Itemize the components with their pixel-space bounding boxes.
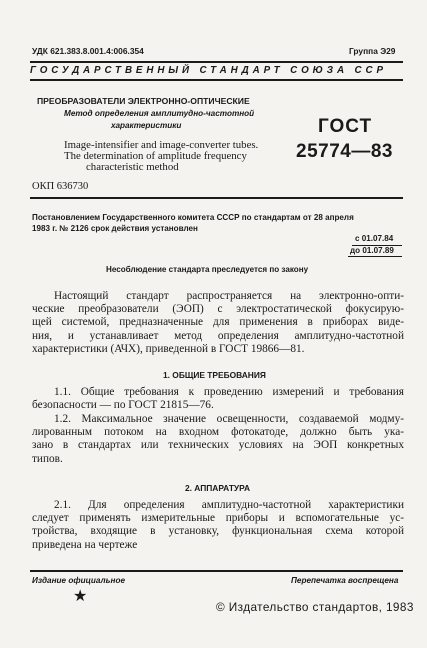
effective-to: до 01.07.89: [350, 246, 394, 255]
paragraph-line: типов.: [32, 452, 63, 465]
title-en-2: The determination of amplitude frequency: [64, 150, 247, 162]
top-rule-1: [30, 61, 403, 63]
intro-line: щей системой, предназначенные для применения в приборах виде-: [32, 316, 404, 329]
title-ru-sub-2: характеристики: [111, 121, 182, 130]
section-1-p2: [32, 413, 404, 466]
law-notice: Несоблюдение стандарта преследуется по закону: [106, 265, 309, 274]
paragraph-line: 1.2. Максимальное значение освещенности, создаваемой модму-: [54, 413, 404, 425]
gost-number: 25774—83: [296, 141, 393, 162]
footer-reprint-prohibited: Перепечатка воспрещена: [291, 576, 399, 585]
intro-line: ческие преобразователи (ЭОП) с электростатической фокусирую-: [32, 303, 404, 316]
paragraph-line: приведена на чертеже: [32, 538, 138, 551]
effective-underline-2: [348, 256, 402, 257]
decree-line-2: 1983 г. № 2126 срок действия установлен: [32, 224, 198, 233]
paragraph-line: зано в стандартах или технических условиях на ЭОП конкретных: [32, 439, 404, 452]
footer-copyright: © Издательство стандартов, 1983: [216, 600, 414, 614]
paragraph-line: следует применять измерительные приборы и вспомогательные ус-: [32, 512, 404, 525]
okp-code: ОКП 636730: [32, 181, 89, 192]
mid-rule: [30, 197, 403, 199]
intro-line: ния, и устанавливает метод определения амплитудно-частотной: [32, 329, 404, 342]
title-en-3: characteristic method: [86, 161, 179, 173]
footer-official-edition: Издание официальное: [32, 576, 125, 585]
title-en-1: Image-intensifier and image-converter tubes.: [64, 139, 259, 151]
section-2-heading: 2. АППАРАТУРА: [185, 483, 251, 493]
paragraph-line: 1.1. Общие требования к проведению измерений и требования: [54, 386, 404, 398]
title-ru-main: ПРЕОБРАЗОВАТЕЛИ ЭЛЕКТРОННО-ОПТИЧЕСКИЕ: [37, 96, 250, 106]
effective-from: с 01.07.84: [355, 234, 394, 243]
udk-code: УДК 621.383.8.001.4:006.354: [32, 46, 144, 56]
paragraph-line: 2.1. Для определения амплитудно-частотной характеристики: [54, 499, 404, 511]
intro-paragraph: [32, 290, 404, 356]
footer-rule: [30, 570, 403, 572]
section-2-p1: [32, 499, 404, 552]
intro-line: Настоящий стандарт распространяется на электронно-опти-: [54, 290, 404, 302]
section-1-p1: [32, 386, 404, 412]
paragraph-line: безопасности — по ГОСТ 21815—76.: [32, 399, 214, 412]
title-ru-sub-1: Метод определения амплитудно-частотной: [64, 109, 255, 118]
paragraph-line: лированным потоком на входном фотокатоде, должно быть ука-: [32, 426, 404, 439]
decree-line-1: Постановлением Государственного комитета СССР по стандартам от 28 апреля: [32, 213, 354, 222]
paragraph-line: тройства, входящие в установку, функциональная схема которой: [32, 525, 404, 538]
top-rule-2: [30, 79, 403, 81]
standard-banner: ГОСУДАРСТВЕННЫЙ СТАНДАРТ СОЮЗА ССР: [30, 65, 387, 76]
section-1-heading: 1. ОБЩИЕ ТРЕБОВАНИЯ: [163, 370, 266, 380]
star-icon: ★: [73, 588, 88, 605]
group-code: Группа Э29: [349, 46, 396, 56]
intro-line: характеристики (АЧХ), приведенной в ГОСТ 19866—81.: [32, 342, 305, 355]
gost-label: ГОСТ: [318, 116, 373, 137]
